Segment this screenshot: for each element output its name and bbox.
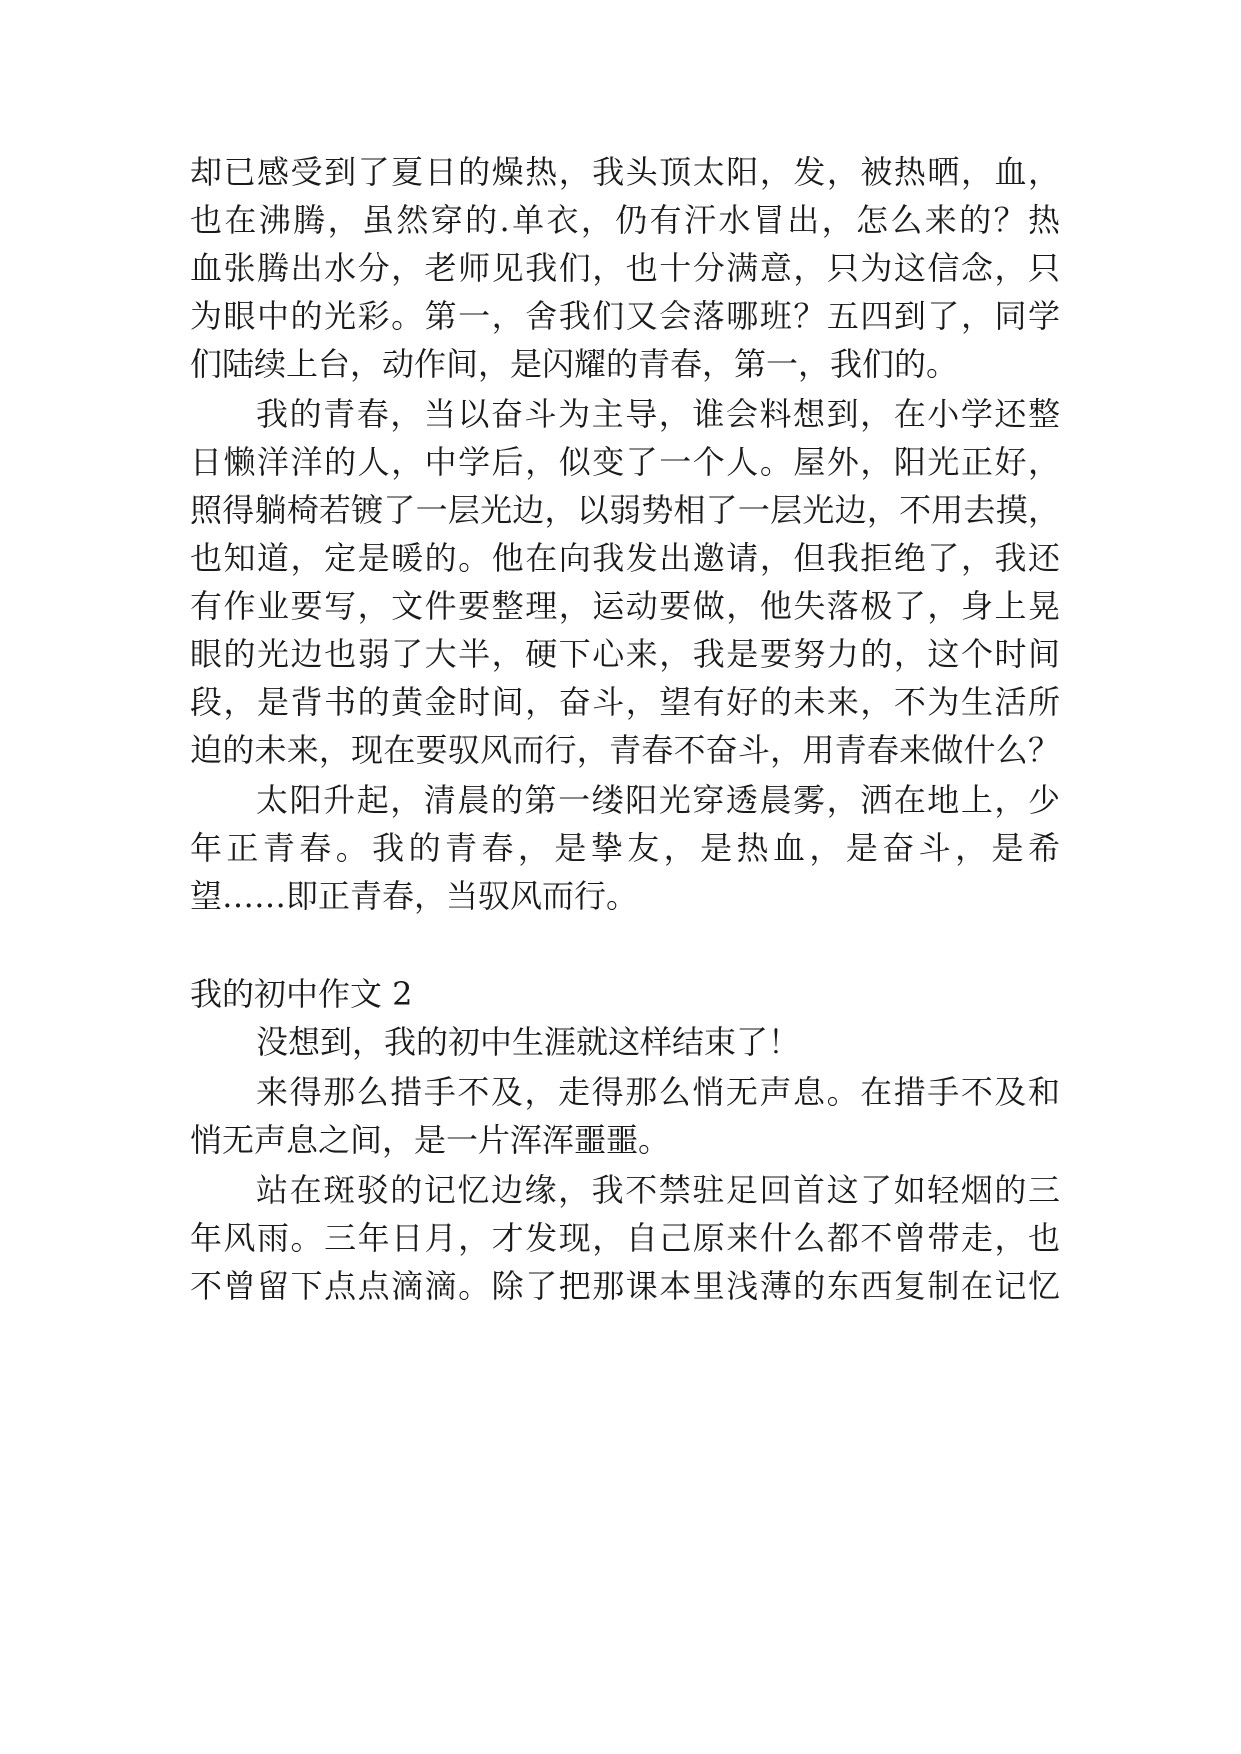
text-line: 来得那么措手不及，走得那么悄无声息。在措手不及和 (256, 1073, 1060, 1111)
text-line: 为眼中的光彩。第一，舍我们又会落哪班？五四到了，同学 (190, 297, 1060, 335)
text-line: 我的青春，当以奋斗为主导，谁会料想到，在小学还整 (256, 395, 1060, 433)
text-line: 有作业要写，文件要整理，运动要做，他失落极了，身上晃 (190, 587, 1060, 625)
text-line: 却已感受到了夏日的燥热，我头顶太阳，发，被热晒，血， (190, 153, 1060, 191)
text-line: 不曾留下点点滴滴。除了把那课本里浅薄的东西复制在记忆 (190, 1267, 1060, 1305)
text-line: 们陆续上台，动作间，是闪耀的青春，第一，我们的。 (190, 345, 959, 383)
text-line: 段，是背书的黄金时间，奋斗，望有好的未来，不为生活所 (190, 683, 1060, 721)
text-line: 太阳升起，清晨的第一缕阳光穿透晨雾，洒在地上，少 (256, 781, 1060, 819)
text-line: 日懒洋洋的人，中学后，似变了一个人。屋外，阳光正好， (190, 443, 1060, 481)
text-line: 悄无声息之间，是一片浑浑噩噩。 (190, 1121, 671, 1159)
text-line: 没想到，我的初中生涯就这样结束了！ (256, 1023, 801, 1061)
text-line: 照得躺椅若镀了一层光边，以弱势相了一层光边，不用去摸， (190, 491, 1060, 529)
section-heading: 我的初中作文 2 (190, 975, 413, 1013)
text-line: 望……即正青春，当驭风而行。 (190, 877, 639, 915)
text-line: 站在斑驳的记忆边缘，我不禁驻足回首这了如轻烟的三 (256, 1171, 1060, 1209)
text-line: 年正青春。我的青春，是挚友，是热血，是奋斗，是希 (190, 829, 1060, 867)
text-line: 眼的光边也弱了大半，硬下心来，我是要努力的，这个时间 (190, 635, 1060, 673)
text-line: 血张腾出水分，老师见我们，也十分满意，只为这信念，只 (190, 249, 1060, 287)
text-line: 年风雨。三年日月，才发现，自己原来什么都不曾带走，也 (190, 1219, 1060, 1257)
text-line: 也知道，定是暖的。他在向我发出邀请，但我拒绝了，我还 (190, 539, 1060, 577)
text-line: 也在沸腾，虽然穿的.单衣，仍有汗水冒出，怎么来的？热 (190, 201, 1060, 239)
text-line: 迫的未来，现在要驭风而行，青春不奋斗，用青春来做什么？ (190, 731, 1060, 769)
